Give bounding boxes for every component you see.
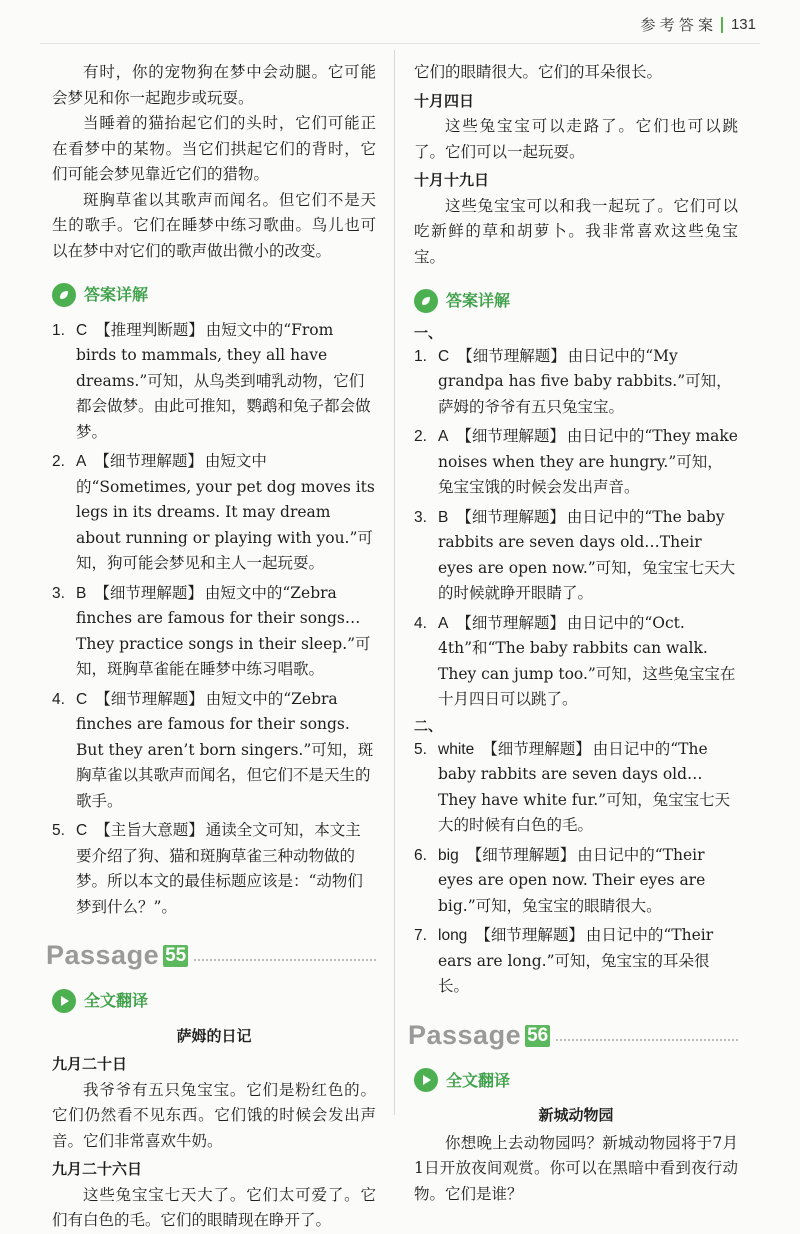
answer-item: 6. big 【细节理解题】 由日记中的“Their eyes are open now. Their eyes are big.”可知，兔宝宝的眼睛很大。 bbox=[414, 845, 706, 915]
answer-item: 3. B 【细节理解题】 由短文中的“Zebra finches are famous for their songs… They practice songs in their sleep.”可知，斑胸草雀能在睡梦中练习唱歌。 bbox=[52, 583, 371, 678]
diary-title: 萨姆的日记 bbox=[176, 1026, 252, 1045]
article-title: 新城动物园 bbox=[538, 1106, 614, 1124]
answer-explanation: 由日记中的“The baby rabbits are seven days old…They have white fur.”可知，兔宝宝七天大的时候有白色的毛。 bbox=[438, 739, 731, 834]
answer-item: 3. B 【细节理解题】 由日记中的“The baby rabbits are seven days old…Their eyes are open now.”可知，兔宝宝七天大的时候就睁开眼睛了。 bbox=[414, 507, 736, 602]
answer-explanation: 由短文中的“Zebra finches are famous for their songs. But they aren’t born singers.”可知，斑胸草雀以其歌声而闻名，但它们不是天生的歌手。 bbox=[76, 689, 374, 810]
answer-letter: A bbox=[76, 453, 87, 470]
answer-letter: A bbox=[438, 614, 449, 632]
answer-item: 7. long 【细节理解题】 由日记中的“Their ears are long.”可知，兔宝宝的耳朵很长。 bbox=[414, 926, 714, 995]
question-type: 【细节理解题】 bbox=[456, 613, 565, 632]
answer-icon bbox=[52, 283, 76, 307]
play-icon bbox=[414, 1068, 438, 1092]
diary-date: 十月四日 bbox=[414, 91, 475, 110]
answer-letter: C bbox=[76, 822, 88, 839]
header-divider bbox=[721, 17, 723, 33]
diary-entry: 这些兔宝宝可以和我一起玩了。它们可以吃新鲜的草和胡萝卜。我非常喜欢这些兔宝宝。 bbox=[414, 196, 738, 266]
passage-heading bbox=[46, 940, 376, 970]
intro-paragraph: 当睡着的猫抬起它们的头时，它们可能正在看梦中的某物。当它们拱起它们的背时，它们可能会梦见靠近它们的猎物。 bbox=[52, 114, 376, 183]
passage-word: Passage bbox=[408, 1019, 522, 1050]
question-type: 【细节理解题】 bbox=[94, 452, 203, 470]
answer-item: 4. A 【细节理解题】 由日记中的“Oct. 4th”和“The baby rabbits can walk. They can jump too.”可知，这些兔宝宝在十月四日可以跳了。 bbox=[414, 613, 736, 708]
header-rule bbox=[40, 43, 760, 44]
answer-item: 2. A 【细节理解题】 由短文中的“Sometimes, your pet dog moves its legs in its dreams. It may dream about running or playing with you.”可知，狗可能会梦见和主人一起玩耍。 bbox=[52, 452, 375, 572]
dotted-rule bbox=[194, 959, 376, 961]
diary-entry: 这些兔宝宝可以走路了。它们也可以跳了。它们可以一起玩耍。 bbox=[414, 117, 738, 161]
intro-paragraph: 斑胸草雀以其歌声而闻名。但它们不是天生的歌手。它们在睡梦中练习歌曲。鸟儿也可以在梦中对它们的歌声做出微小的改变。 bbox=[52, 190, 376, 260]
question-type: 【主旨大意题】 bbox=[95, 821, 204, 839]
answer-word: long bbox=[438, 927, 468, 944]
diary-date: 十月十九日 bbox=[414, 171, 490, 189]
answer-explanation: 由日记中的“Their eyes are open now. Their eyes are big.”可知，兔宝宝的眼睛很大。 bbox=[438, 845, 706, 915]
answer-explanation: 由日记中的“They make noises when they are hungry.”可知，兔宝宝饿的时候会发出声音。 bbox=[438, 427, 738, 496]
diary-date: 九月二十六日 bbox=[52, 1160, 143, 1178]
play-icon bbox=[52, 989, 76, 1013]
question-type: 【推理判断题】 bbox=[95, 320, 204, 339]
answer-explanation: 由短文中的“From birds to mammals, they all have dreams.”可知，从鸟类到哺乳动物，它们都会做梦。由此可推知，鹦鹉和兔子都会做梦。 bbox=[76, 320, 371, 441]
answer-word: white bbox=[438, 740, 475, 758]
diary-date: 九月二十日 bbox=[52, 1055, 128, 1073]
article-paragraph: 你想晚上去动物园吗？新城动物园将于7月1日开放夜间观赏。你可以在黑暗中看到夜行动物。它们是谁？ bbox=[414, 1133, 738, 1203]
answer-item: 5. C 【主旨大意题】 通读全文可知，本文主要介绍了狗、猫和斑胸草雀三种动物做的梦。所以本文的最佳标题应该是：“动物们梦到什么？”。 bbox=[52, 821, 363, 916]
question-type: 【细节理解题】 bbox=[94, 583, 203, 602]
diary-entry: 这些兔宝宝七天大了。它们太可爱了。它们有白色的毛。它们的眼睛现在睁开了。 bbox=[52, 1185, 376, 1229]
answer-letter: C bbox=[76, 321, 88, 339]
answer-icon bbox=[414, 289, 438, 313]
question-type: 【细节理解题】 bbox=[456, 507, 565, 526]
answer-letter: B bbox=[438, 508, 449, 526]
passage-number: 55 bbox=[165, 945, 187, 966]
part-label: 一、 bbox=[414, 325, 442, 342]
diary-continuation: 它们的眼睛很大。它们的耳朵很长。 bbox=[414, 63, 663, 81]
question-type: 【细节理解题】 bbox=[456, 427, 565, 445]
question-type: 【细节理解题】 bbox=[475, 926, 584, 944]
part-label: 二、 bbox=[414, 718, 442, 735]
question-type: 【细节理解题】 bbox=[95, 689, 204, 708]
header-label: 参 考 答 案 bbox=[640, 17, 713, 34]
answer-explanation: 由日记中的“My grandpa has five baby rabbits.”可知，萨姆的爷爷有五只兔宝宝。 bbox=[438, 346, 732, 416]
answer-letter: B bbox=[76, 584, 87, 602]
question-type: 【细节理解题】 bbox=[466, 845, 576, 864]
answer-letter: A bbox=[438, 428, 449, 445]
answer-item: 1. C 【细节理解题】 由日记中的“My grandpa has five baby rabbits.”可知，萨姆的爷爷有五只兔宝宝。 bbox=[414, 346, 732, 416]
answer-letter: C bbox=[76, 690, 88, 708]
dotted-rule bbox=[556, 1039, 738, 1041]
answer-item: 2. A 【细节理解题】 由日记中的“They make noises when they are hungry.”可知，兔宝宝饿的时候会发出声音。 bbox=[414, 427, 738, 496]
answer-item: 5. white 【细节理解题】 由日记中的“The baby rabbits are seven days old…They have white fur.”可知，兔宝宝七天大的时候有白色的毛。 bbox=[414, 739, 731, 834]
question-type: 【细节理解题】 bbox=[457, 346, 566, 365]
page-number: 131 bbox=[730, 16, 756, 33]
column-divider bbox=[394, 50, 395, 1115]
page-header bbox=[640, 14, 756, 35]
passage-heading bbox=[408, 1020, 738, 1050]
question-type: 【细节理解题】 bbox=[482, 739, 591, 758]
answer-explanation: 由短文中的“Zebra finches are famous for their songs… They practice songs in their sleep.”可知，斑胸草雀能在睡梦中练习唱歌。 bbox=[76, 583, 371, 678]
answer-letter: C bbox=[438, 347, 450, 365]
answer-explanation: 由短文中的“Sometimes, your pet dog moves its legs in its dreams. It may dream about running or playing with you.”可知，狗可能会梦见和主人一起玩耍。 bbox=[76, 452, 375, 572]
translation-section-heading: 全文翻译 bbox=[52, 988, 376, 1014]
passage-number: 56 bbox=[527, 1024, 549, 1046]
answer-section-heading: 答案详解 bbox=[414, 288, 738, 314]
answer-word: big bbox=[438, 846, 459, 864]
diary-entry: 我爷爷有五只兔宝宝。它们是粉红色的。它们仍然看不见东西。它们饿的时候会发出声音。它们非常喜欢牛奶。 bbox=[52, 1080, 376, 1150]
right-column bbox=[408, 60, 738, 1207]
answer-item: 4. C 【细节理解题】 由短文中的“Zebra finches are famous for their songs. But they aren’t born singers.”可知，斑胸草雀以其歌声而闻名，但它们不是天生的歌手。 bbox=[52, 689, 374, 810]
translation-section-heading: 全文翻译 bbox=[414, 1068, 738, 1094]
answer-explanation: 由日记中的“Oct. 4th”和“The baby rabbits can walk. They can jump too.”可知，这些兔宝宝在十月四日可以跳了。 bbox=[438, 613, 736, 708]
answer-item: 1. C 【推理判断题】 由短文中的“From birds to mammals, they all have dreams.”可知，从鸟类到哺乳动物，它们都会做梦。由此可推知，鹦鹉和兔子都会做梦。 bbox=[52, 320, 371, 441]
answer-section-heading: 答案详解 bbox=[52, 282, 376, 308]
answer-explanation: 通读全文可知，本文主要介绍了狗、猫和斑胸草雀三种动物做的梦。所以本文的最佳标题应该是：“动物们梦到什么？”。 bbox=[76, 821, 363, 916]
answer-explanation: 由日记中的“Their ears are long.”可知，兔宝宝的耳朵很长。 bbox=[438, 926, 714, 995]
intro-paragraph: 有时，你的宠物狗在梦中会动腿。它可能会梦见和你一起跑步或玩耍。 bbox=[52, 63, 376, 107]
answer-explanation: 由日记中的“The baby rabbits are seven days old…Their eyes are open now.”可知，兔宝宝七天大的时候就睁开眼睛了。 bbox=[438, 507, 736, 602]
left-column bbox=[46, 60, 376, 1234]
passage-word: Passage bbox=[46, 940, 160, 970]
